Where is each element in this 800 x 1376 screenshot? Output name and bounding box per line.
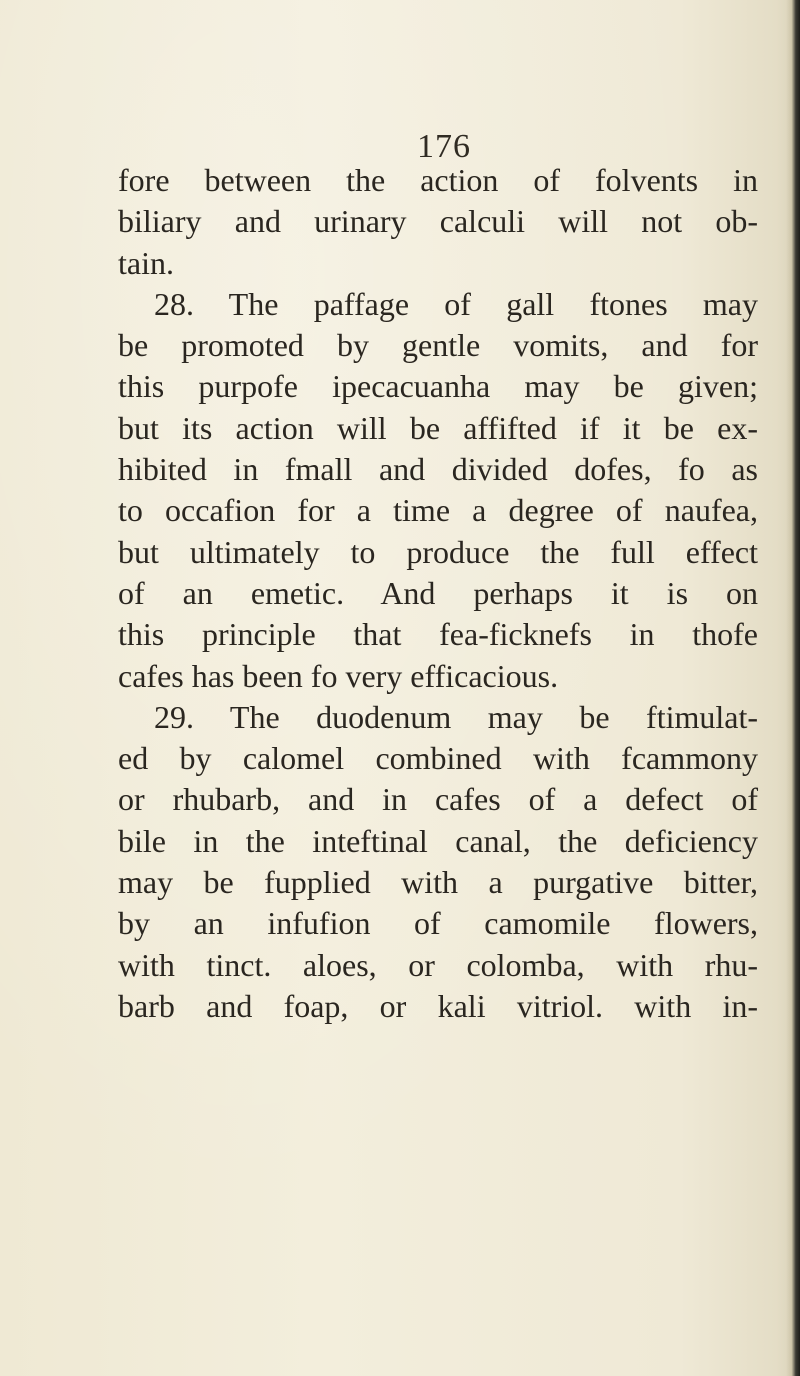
text-line: tain. xyxy=(118,244,174,281)
text-line: by an infufion of camomile flowers, xyxy=(118,905,758,942)
text-line: barb and foap, or kali vitriol. with in- xyxy=(118,987,758,1024)
text-line: with tinct. aloes, or colomba, with rhu- xyxy=(118,946,758,983)
text-line: or rhubarb, and in cafes of a defect of xyxy=(118,781,758,818)
page-edge-shadow xyxy=(786,0,800,1376)
text-line: cafes has been fo very efficacious. xyxy=(118,657,559,694)
text-line: to occafion for a time a degree of naufea, xyxy=(118,492,758,529)
text-line: hibited in fmall and divided dofes, fo as xyxy=(118,451,758,488)
text-line: but ultimately to produce the full effect xyxy=(118,533,758,570)
text-line: 28. The paffage of gall ftones may xyxy=(154,285,758,322)
body-text xyxy=(118,160,758,1027)
text-line: this principle that fea-ficknefs in thofe xyxy=(118,616,758,653)
text-line: but its action will be affifted if it be ex- xyxy=(118,409,758,446)
text-line: ed by calomel combined with fcammony xyxy=(118,740,758,777)
text-line: 29. The duodenum may be ftimulat- xyxy=(154,698,758,735)
text-line: be promoted by gentle vomits, and for xyxy=(118,327,758,364)
text-line: of an emetic. And perhaps it is on xyxy=(118,574,758,611)
text-line: fore between the action of folvents in xyxy=(118,162,758,198)
text-line: biliary and urinary calculi will not ob- xyxy=(118,203,758,240)
text-line: bile in the inteftinal canal, the deficiency xyxy=(118,822,758,859)
text-line: this purpofe ipecacuanha may be given; xyxy=(118,368,758,405)
text-line: may be fupplied with a purgative bitter, xyxy=(118,864,758,901)
page-number: 176 xyxy=(417,128,471,165)
